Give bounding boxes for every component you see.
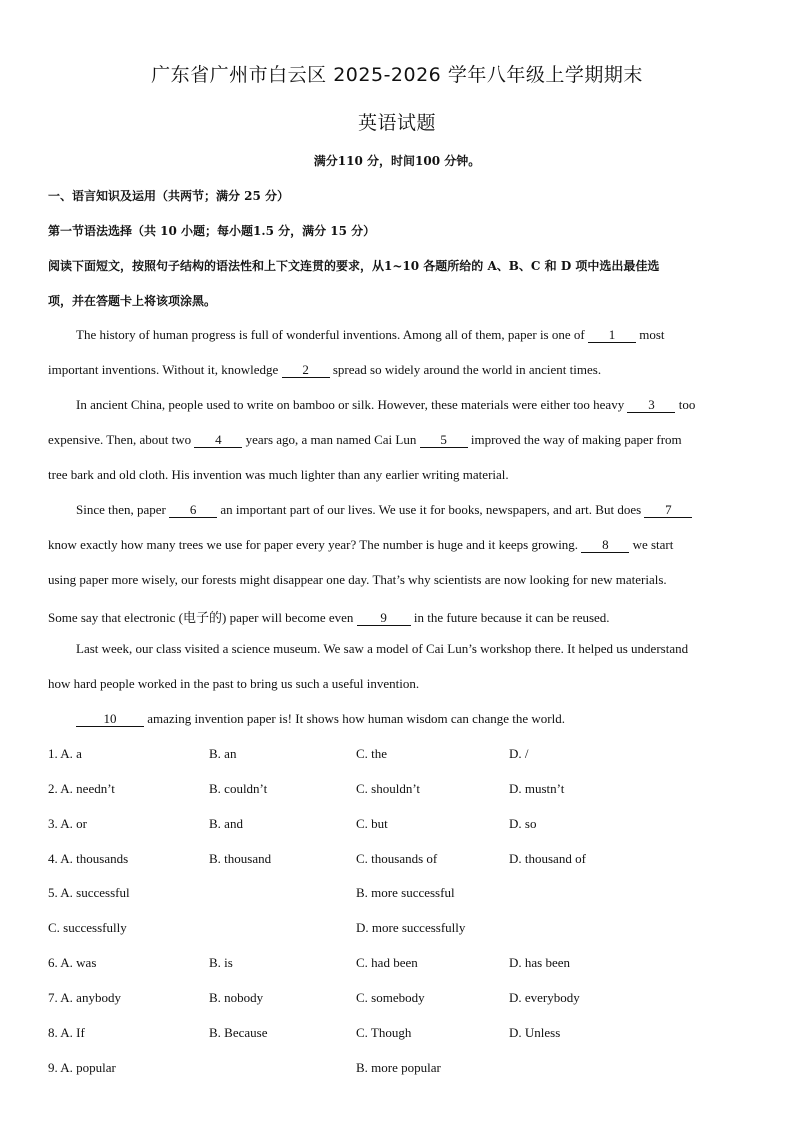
- passage-line: using paper more wisely, our forests might disappear one day. That’s why scientists are now looking for new materials.: [48, 572, 667, 587]
- answer-blank-4: 4: [194, 433, 242, 448]
- answer-blank-3: 3: [627, 398, 675, 413]
- passage-line: know exactly how many trees we use for paper every year? The number is huge and it keeps growing. 8 we start: [48, 537, 674, 552]
- exam-title: 广东省广州市白云区 2025-2026 学年八年级上学期期末: [151, 64, 643, 86]
- answer-blank-10: 10: [76, 712, 144, 727]
- option-3c: C. but: [356, 816, 388, 831]
- option-5b: B. more successful: [356, 885, 455, 900]
- instruction-line-2: 项，并在答题卡上将该项涂黑。: [48, 294, 217, 308]
- passage-line: expensive. Then, about two 4 years ago, a man named Cai Lun 5 improved the way of making paper from: [48, 432, 682, 447]
- option-4c: C. thousands of: [356, 851, 438, 866]
- option-3a: 3. A. or: [48, 816, 87, 831]
- instruction-line-1: 阅读下面短文，按照句子结构的语法性和上下文连贯的要求，从1~10 各题所给的 A、B、C 和 D 项中选出最佳选: [48, 259, 660, 273]
- passage-line: Last week, our class visited a science museum. We saw a model of Cai Lun’s workshop there. It helped us understand: [76, 641, 689, 656]
- answer-blank-1: 1: [588, 328, 636, 343]
- option-5c: C. successfully: [48, 920, 127, 935]
- passage-line: The history of human progress is full of wonderful inventions. Among all of them, paper is one of 1 most: [76, 327, 665, 342]
- option-8d: D. Unless: [509, 1025, 561, 1040]
- option-1b: B. an: [209, 746, 237, 761]
- option-6c: C. had been: [356, 955, 418, 970]
- option-5a: 5. A. successful: [48, 885, 130, 900]
- option-2b: B. couldn’t: [209, 781, 268, 796]
- option-1a: 1. A. a: [48, 746, 82, 761]
- option-6d: D. has been: [509, 955, 571, 970]
- option-9b: B. more popular: [356, 1060, 441, 1075]
- option-2a: 2. A. needn’t: [48, 781, 115, 796]
- option-1d: D. /: [509, 746, 529, 761]
- option-8c: C. Though: [356, 1025, 412, 1040]
- passage-line: tree bark and old cloth. His invention was much lighter than any earlier writing material.: [48, 467, 509, 482]
- option-2c: C. shouldn’t: [356, 781, 421, 796]
- score-time-note: 满分110 分，时间100 分钟。: [313, 154, 481, 168]
- answer-blank-7: 7: [644, 503, 692, 518]
- option-9a: 9. A. popular: [48, 1060, 116, 1075]
- option-4b: B. thousand: [209, 851, 272, 866]
- option-7a: 7. A. anybody: [48, 990, 121, 1005]
- option-5d: D. more successfully: [356, 920, 466, 935]
- answer-blank-5: 5: [420, 433, 468, 448]
- passage-line: Some say that electronic (电子的) paper will become even 9 in the future because it can be reused.: [48, 610, 610, 625]
- passage-line: Since then, paper 6 an important part of our lives. We use it for books, newspapers, and art. But does 7: [76, 502, 776, 518]
- answer-blank-2: 2: [282, 363, 330, 378]
- option-8a: 8. A. If: [48, 1025, 85, 1040]
- answer-blank-6: 6: [169, 503, 217, 518]
- option-7b: B. nobody: [209, 990, 264, 1005]
- subpart-heading: 第一节语法选择（共 10 小题；每小题1.5 分，满分 15 分）: [48, 224, 376, 238]
- option-7d: D. everybody: [509, 990, 580, 1005]
- passage-line: 10 amazing invention paper is! It shows how human wisdom can change the world.: [76, 711, 776, 727]
- option-1c: C. the: [356, 746, 388, 761]
- part-heading: 一、语言知识及运用（共两节；满分 25 分）: [48, 189, 290, 203]
- option-6b: B. is: [209, 955, 233, 970]
- option-6a: 6. A. was: [48, 955, 97, 970]
- option-4a: 4. A. thousands: [48, 851, 129, 866]
- passage-line: In ancient China, people used to write on bamboo or silk. However, these materials were either too heavy 3 too: [76, 397, 696, 412]
- option-2d: D. mustn’t: [509, 781, 565, 796]
- subject-title: 英语试题: [357, 112, 436, 134]
- answer-blank-8: 8: [581, 538, 629, 553]
- answer-blank-9: 9: [357, 611, 411, 626]
- option-8b: B. Because: [209, 1025, 268, 1040]
- passage-line: how hard people worked in the past to bring us such a useful invention.: [48, 676, 420, 691]
- option-7c: C. somebody: [356, 990, 425, 1005]
- option-3b: B. and: [209, 816, 243, 831]
- option-4d: D. thousand of: [509, 851, 586, 866]
- passage-line: important inventions. Without it, knowledge 2 spread so widely around the world in ancient times.: [48, 362, 602, 377]
- option-3d: D. so: [509, 816, 537, 831]
